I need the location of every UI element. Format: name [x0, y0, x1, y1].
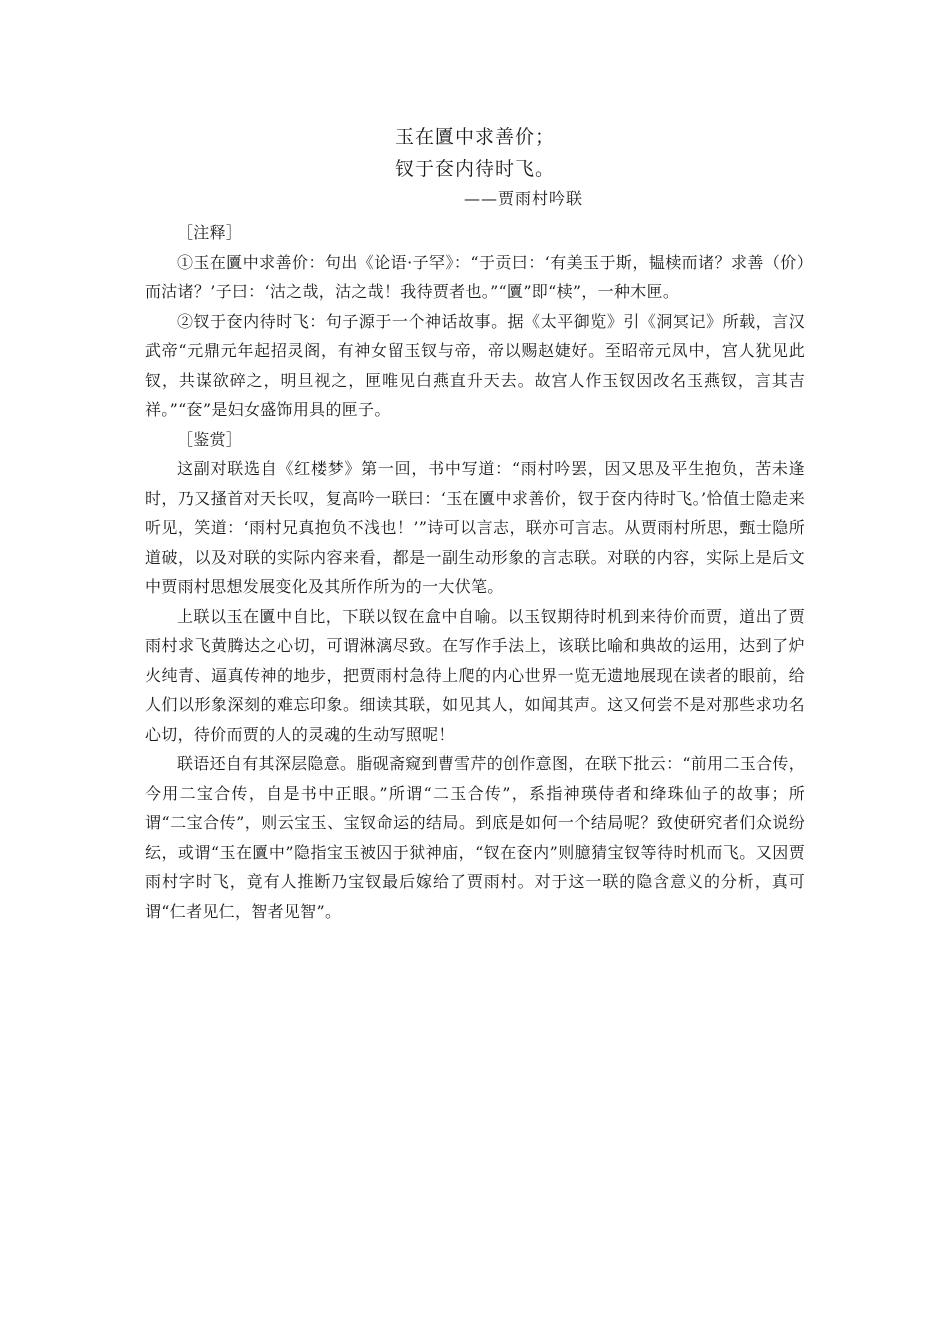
poem-line-1: 玉在匵中求善价； [394, 126, 555, 148]
appreciation-paragraph-3: 联语还自有其深层隐意。脂砚斋窥到曹雪芹的创作意图，在联下批云：“前用二玉合传，今用二宝合传，自是书中正眼。”所谓“二玉合传”，系指神瑛侍者和绛珠仙子的故事；所谓“二宝合传”，则云宝玉、宝钗命运的结局。到底是如何一个结局呢？致使研究者们众说纷纭，或谓“玉在匵中”隐指宝玉被囚于狱神庙，“钗在奁内”则臆猜宝钗等待时机而飞。又因贾雨村字时飞，竟有人推断乃宝钗最后嫁给了贾雨村。对于这一联的隐含意义的分析，真可谓“仁者见仁，智者见智”。 [145, 754, 805, 921]
poem-line-2: 钗于奁内待时飞。 [394, 158, 555, 180]
document-body [145, 218, 805, 926]
note-1: ①玉在匵中求善价：句出《论语·子罕》：“于贡曰：‘有美玉于斯，韫椟而诸？求善（价）而沽诸？’子曰：‘沽之哉，沽之哉！我待贾者也。”“匵”即“椟”，一种木匣。 [145, 252, 805, 301]
appreciation-heading: ［鉴赏］ [177, 429, 243, 449]
poem-attribution: ——贾雨村吟联 [464, 189, 584, 208]
appreciation-paragraph-1: 这副对联选自《红楼梦》第一回，书中写道：“雨村吟罢，因又思及平生抱负，苦未逢时，乃又搔首对天长叹，复高吟一联曰：‘玉在匵中求善价，钗于奁内待时飞。’恰值士隐走来听见，笑道：‘雨村兄真抱负不浅也！’”诗可以言志，联亦可言志。从贾雨村所思，甄士隐所道破，以及对联的实际内容来看，都是一副生动形象的言志联。对联的内容，实际上是后文中贾雨村思想发展变化及其所作所为的一大伏笔。 [145, 459, 805, 596]
note-2: ②钗于奁内待时飞：句子源于一个神话故事。据《太平御览》引《洞冥记》所载，言汉武帝“元鼎元年起招灵阁，有神女留玉钗与帝，帝以赐赵婕好。至昭帝元凤中，宫人犹见此钗，共谋欲碎之，明旦视之，匣唯见白燕直升天去。故宫人作玉钗因改名玉燕钗，言其吉祥。”“奁”是妇女盛饰用具的匣子。 [145, 311, 805, 419]
notes-heading: ［注释］ [177, 223, 243, 242]
appreciation-paragraph-2: 上联以玉在匵中自比，下联以钗在盒中自喻。以玉钗期待时机到来待价而贾，道出了贾雨村求飞黄腾达之心切，可谓淋漓尽致。在写作手法上，该联比喻和典故的运用，达到了炉火纯青、逼真传神的地步，把贾雨村急待上爬的内心世界一览无遗地展现在读者的眼前，给人们以形象深刻的难忘印象。细读其联，如见其人，如闻其声。这又何尝不是对那些求功名心切，待价而贾的人的灵魂的生动写照呢！ [145, 606, 805, 744]
